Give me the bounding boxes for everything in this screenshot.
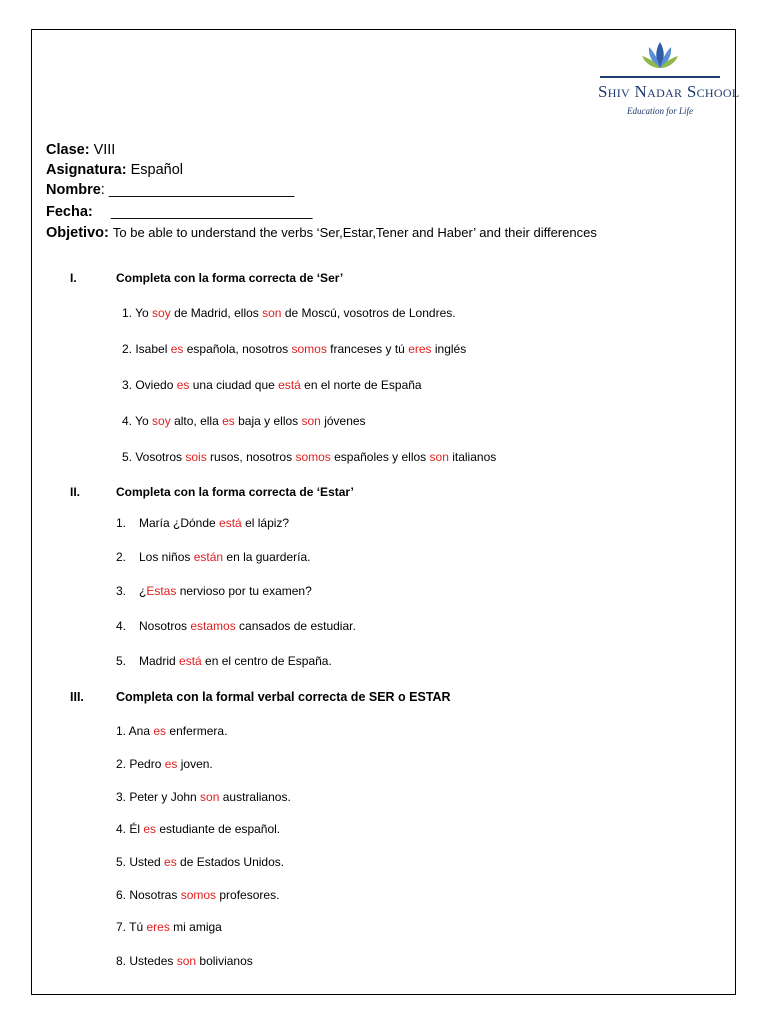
sentence-text: jóvenes (320, 414, 366, 428)
sentence-text: estudiante de español. (156, 822, 281, 836)
clase-label: Clase: (46, 142, 90, 158)
nombre-line (46, 181, 294, 199)
sentence-text: de Estados Unidos. (176, 855, 285, 869)
sentence-text: australianos. (219, 790, 291, 804)
sentence-text: nervioso por tu examen? (176, 584, 312, 598)
exercise-item (122, 378, 422, 392)
answer-word: eres (146, 920, 170, 934)
section-3-heading (70, 690, 451, 704)
item-number: 5. (116, 654, 127, 668)
answer-word: son (262, 306, 282, 320)
asignatura-label: Asignatura: (46, 162, 127, 178)
asignatura-line (46, 161, 183, 179)
sentence-text: 3. Oviedo (122, 378, 177, 392)
exercise-item (116, 757, 213, 771)
answer-word: está (278, 378, 301, 392)
clase-line (46, 141, 115, 159)
exercise-item (116, 550, 310, 564)
answer-word: es (164, 757, 178, 771)
exercise-item (116, 790, 291, 804)
exercise-item (116, 855, 284, 869)
sentence-text: franceses y tú (326, 342, 409, 356)
sentence-text: María ¿Dónde (139, 516, 220, 530)
section-1-heading (70, 271, 344, 285)
answer-word: está (179, 654, 202, 668)
answer-word: somos (180, 888, 217, 902)
exercise-item (116, 920, 222, 934)
exercise-item (122, 306, 456, 320)
school-tagline: Education for Life (627, 106, 693, 116)
item-number: 3. (116, 584, 127, 598)
sentence-text: de Moscú, vosotros de Londres. (281, 306, 456, 320)
answer-word: soy (152, 306, 171, 320)
section-2-title: Completa con la forma correcta de ‘Estar’ (116, 485, 354, 499)
sentence-text: 1. Ana (116, 724, 154, 738)
answer-word: es (143, 822, 157, 836)
answer-word: están (193, 550, 224, 564)
item-number: 2. (116, 550, 127, 564)
sentence-text: en el centro de España. (201, 654, 332, 668)
answer-word: es (164, 855, 177, 869)
exercise-item (116, 822, 280, 836)
answer-word: son (200, 790, 220, 804)
sentence-text: 2. Isabel (122, 342, 171, 356)
answer-word: son (176, 954, 197, 968)
answer-word: es (176, 378, 190, 392)
fecha-line (46, 203, 312, 221)
objetivo-line (46, 224, 597, 242)
sentence-text: Nosotros (139, 619, 191, 633)
sentence-text: profesores. (216, 888, 280, 902)
section-2-heading (70, 485, 354, 499)
exercise-item (116, 619, 356, 633)
section-3-title: Completa con la formal verbal correcta de SER o ESTAR (116, 690, 451, 704)
answer-word: Estas (146, 584, 177, 598)
answer-word: soy (152, 414, 171, 428)
answer-word: estamos (190, 619, 236, 633)
sentence-text: 6. Nosotras (116, 888, 181, 902)
sentence-text: alto, ella (170, 414, 223, 428)
section-2-numeral: II. (70, 485, 81, 499)
answer-word: somos (291, 342, 327, 356)
sentence-text: en la guardería. (223, 550, 311, 564)
exercise-item (116, 584, 312, 598)
sentence-text: ¿ (139, 584, 147, 598)
sentence-text: inglés (431, 342, 467, 356)
sentence-text: cansados de estudiar. (235, 619, 356, 633)
sentence-text: 3. Peter y John (116, 790, 201, 804)
section-3-numeral: III. (70, 690, 84, 704)
fecha-blank: _________________________ (110, 204, 313, 220)
exercise-item (116, 724, 227, 738)
clase-value: VIII (93, 142, 116, 158)
objetivo-value: To be able to understand the verbs ‘Ser,Estar,Tener and Haber’ and their differences (112, 225, 597, 240)
exercise-item (116, 654, 332, 668)
sentence-text: 1. Yo (122, 306, 153, 320)
sentence-text: 8. Ustedes (116, 954, 177, 968)
school-name: Shiv Nadar School (598, 82, 740, 101)
sentence-text: italianos (448, 450, 497, 464)
sentence-text: enfermera. (166, 724, 228, 738)
answer-word: está (219, 516, 242, 530)
exercise-item (122, 342, 466, 356)
answer-word: eres (408, 342, 432, 356)
sentence-text: 4. Él (116, 822, 144, 836)
exercise-item (122, 450, 496, 464)
sentence-text: mi amiga (169, 920, 222, 934)
answer-word: es (222, 414, 235, 428)
answer-word: es (153, 724, 167, 738)
sentence-text: una ciudad que (189, 378, 279, 392)
item-number: 4. (116, 619, 127, 633)
asignatura-value: Español (130, 162, 184, 178)
nombre-label: Nombre (46, 182, 101, 198)
answer-word: son (301, 414, 321, 428)
sentence-text: de Madrid, ellos (170, 306, 263, 320)
sentence-text: en el norte de España (300, 378, 422, 392)
lotus-icon (640, 40, 680, 74)
section-1-numeral: I. (70, 271, 77, 285)
exercise-item (116, 516, 289, 530)
sentence-text: 4. Yo (122, 414, 153, 428)
answer-word: es (170, 342, 184, 356)
sentence-text: españoles y ellos (330, 450, 430, 464)
sentence-text: 7. Tú (116, 920, 147, 934)
answer-word: somos (295, 450, 331, 464)
sentence-text: 5. Usted (116, 855, 165, 869)
sentence-text: bolivianos (196, 954, 253, 968)
exercise-item (116, 954, 253, 968)
exercise-item (122, 414, 366, 428)
sentence-text: baja y ellos (234, 414, 302, 428)
fecha-label: Fecha: (46, 204, 93, 220)
answer-word: sois (185, 450, 207, 464)
answer-word: son (429, 450, 449, 464)
item-number: 1. (116, 516, 127, 530)
school-logo (598, 40, 740, 116)
sentence-text: joven. (177, 757, 213, 771)
sentence-text: Los niños (139, 550, 194, 564)
sentence-text: Madrid (139, 654, 180, 668)
sentence-text: 5. Vosotros (122, 450, 186, 464)
sentence-text: rusos, nosotros (206, 450, 296, 464)
sentence-text: el lápiz? (241, 516, 290, 530)
sentence-text: 2. Pedro (116, 757, 165, 771)
sentence-text: española, nosotros (183, 342, 292, 356)
nombre-blank: : _______________________ (100, 182, 295, 198)
section-1-title: Completa con la forma correcta de ‘Ser’ (116, 271, 344, 285)
exercise-item (116, 888, 279, 902)
objetivo-label: Objetivo: (46, 225, 109, 241)
